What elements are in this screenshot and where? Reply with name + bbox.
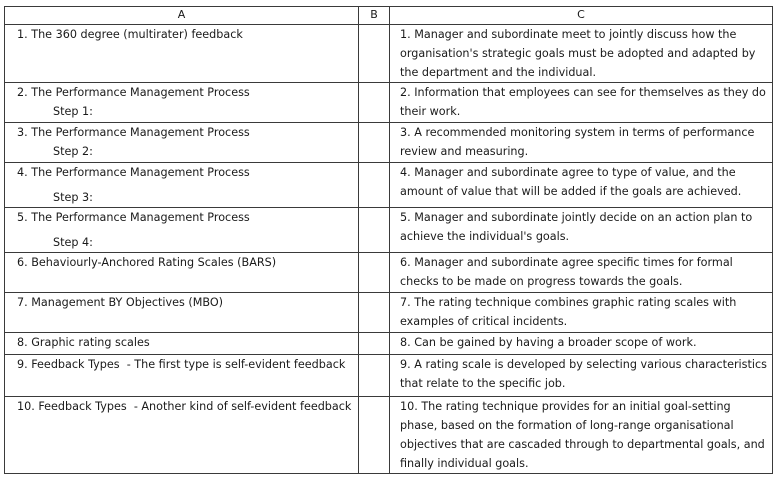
step-label: Step 3:: [53, 191, 93, 204]
item-a-text: 3. The Performance Management Process: [17, 126, 250, 139]
cell-c: [390, 333, 773, 355]
item-a-text: 9. Feedback Types - The first type is self-evident feedback: [17, 358, 346, 371]
table-row: [5, 397, 773, 474]
table-row: [5, 253, 773, 293]
header-c: C: [390, 7, 773, 25]
item-c-text: 3. A recommended monitoring system in terms of performance review and measuring.: [400, 126, 755, 158]
cell-a: [5, 208, 359, 253]
item-c-text: 5. Manager and subordinate jointly decide on an action plan to achieve the individual's goals.: [400, 211, 753, 243]
cell-a: [5, 123, 359, 163]
header-row: [5, 7, 773, 25]
cell-a: [5, 355, 359, 397]
answer-cell[interactable]: [359, 163, 390, 208]
cell-a: [5, 333, 359, 355]
item-c-text: 2. Information that employees can see for themselves as they do their work.: [400, 86, 766, 118]
answer-cell[interactable]: [359, 123, 390, 163]
step-label: Step 2:: [53, 145, 93, 158]
item-a-text: 2. The Performance Management Process: [17, 86, 250, 99]
cell-a: [5, 163, 359, 208]
item-a-text: 7. Management BY Objectives (MBO): [17, 296, 224, 309]
cell-a: [5, 253, 359, 293]
answer-cell[interactable]: [359, 208, 390, 253]
cell-c: [390, 253, 773, 293]
table-row: [5, 163, 773, 208]
table-row: [5, 293, 773, 333]
item-c-text: 1. Manager and subordinate meet to jointly discuss how the organisation's strategic goals must be adopted and adapted by the department and the individual.: [400, 28, 756, 79]
item-c-text: 10. The rating technique provides for an initial goal-setting phase, based on the formation of long-range organisational objectives that are cascaded through to departmental goals, and finally individual goals.: [400, 400, 765, 470]
table-row: [5, 123, 773, 163]
cell-a: [5, 397, 359, 474]
answer-cell[interactable]: [359, 397, 390, 474]
item-a-text: 1. The 360 degree (multirater) feedback: [17, 28, 243, 41]
item-c-text: 6. Manager and subordinate agree specific times for formal checks to be made on progress towards the goals.: [400, 256, 733, 288]
table-row: [5, 208, 773, 253]
answer-cell[interactable]: [359, 83, 390, 123]
item-c-text: 9. A rating scale is developed by selecting various characteristics that relate to the specific job.: [400, 358, 767, 390]
table-row: [5, 355, 773, 397]
table-row: [5, 25, 773, 83]
step-label: Step 1:: [53, 105, 93, 118]
table-row: [5, 333, 773, 355]
header-b: B: [359, 7, 390, 25]
cell-c: [390, 83, 773, 123]
matching-table: [4, 6, 773, 474]
cell-c: [390, 25, 773, 83]
cell-c: [390, 293, 773, 333]
cell-a: [5, 83, 359, 123]
cell-c: [390, 355, 773, 397]
item-a-text: 6. Behaviourly-Anchored Rating Scales (BARS): [17, 256, 277, 269]
item-c-text: 8. Can be gained by having a broader scope of work.: [400, 336, 697, 349]
cell-a: [5, 25, 359, 83]
answer-cell[interactable]: [359, 25, 390, 83]
item-a-text: 5. The Performance Management Process: [17, 211, 250, 224]
cell-c: [390, 208, 773, 253]
item-a-text: 10. Feedback Types - Another kind of self-evident feedback: [17, 400, 352, 413]
answer-cell[interactable]: [359, 293, 390, 333]
answer-cell[interactable]: [359, 333, 390, 355]
table-row: [5, 83, 773, 123]
item-c-text: 4. Manager and subordinate agree to type of value, and the amount of value that will be added if the goals are achieved.: [400, 166, 742, 198]
item-c-text: 7. The rating technique combines graphic rating scales with examples of critical incidents.: [400, 296, 737, 328]
step-label: Step 4:: [53, 236, 93, 249]
item-a-text: 8. Graphic rating scales: [17, 336, 150, 349]
cell-c: [390, 397, 773, 474]
cell-c: [390, 123, 773, 163]
answer-cell[interactable]: [359, 355, 390, 397]
cell-a: [5, 293, 359, 333]
item-a-text: 4. The Performance Management Process: [17, 166, 250, 179]
answer-cell[interactable]: [359, 253, 390, 293]
cell-c: [390, 163, 773, 208]
header-a: A: [5, 7, 359, 25]
